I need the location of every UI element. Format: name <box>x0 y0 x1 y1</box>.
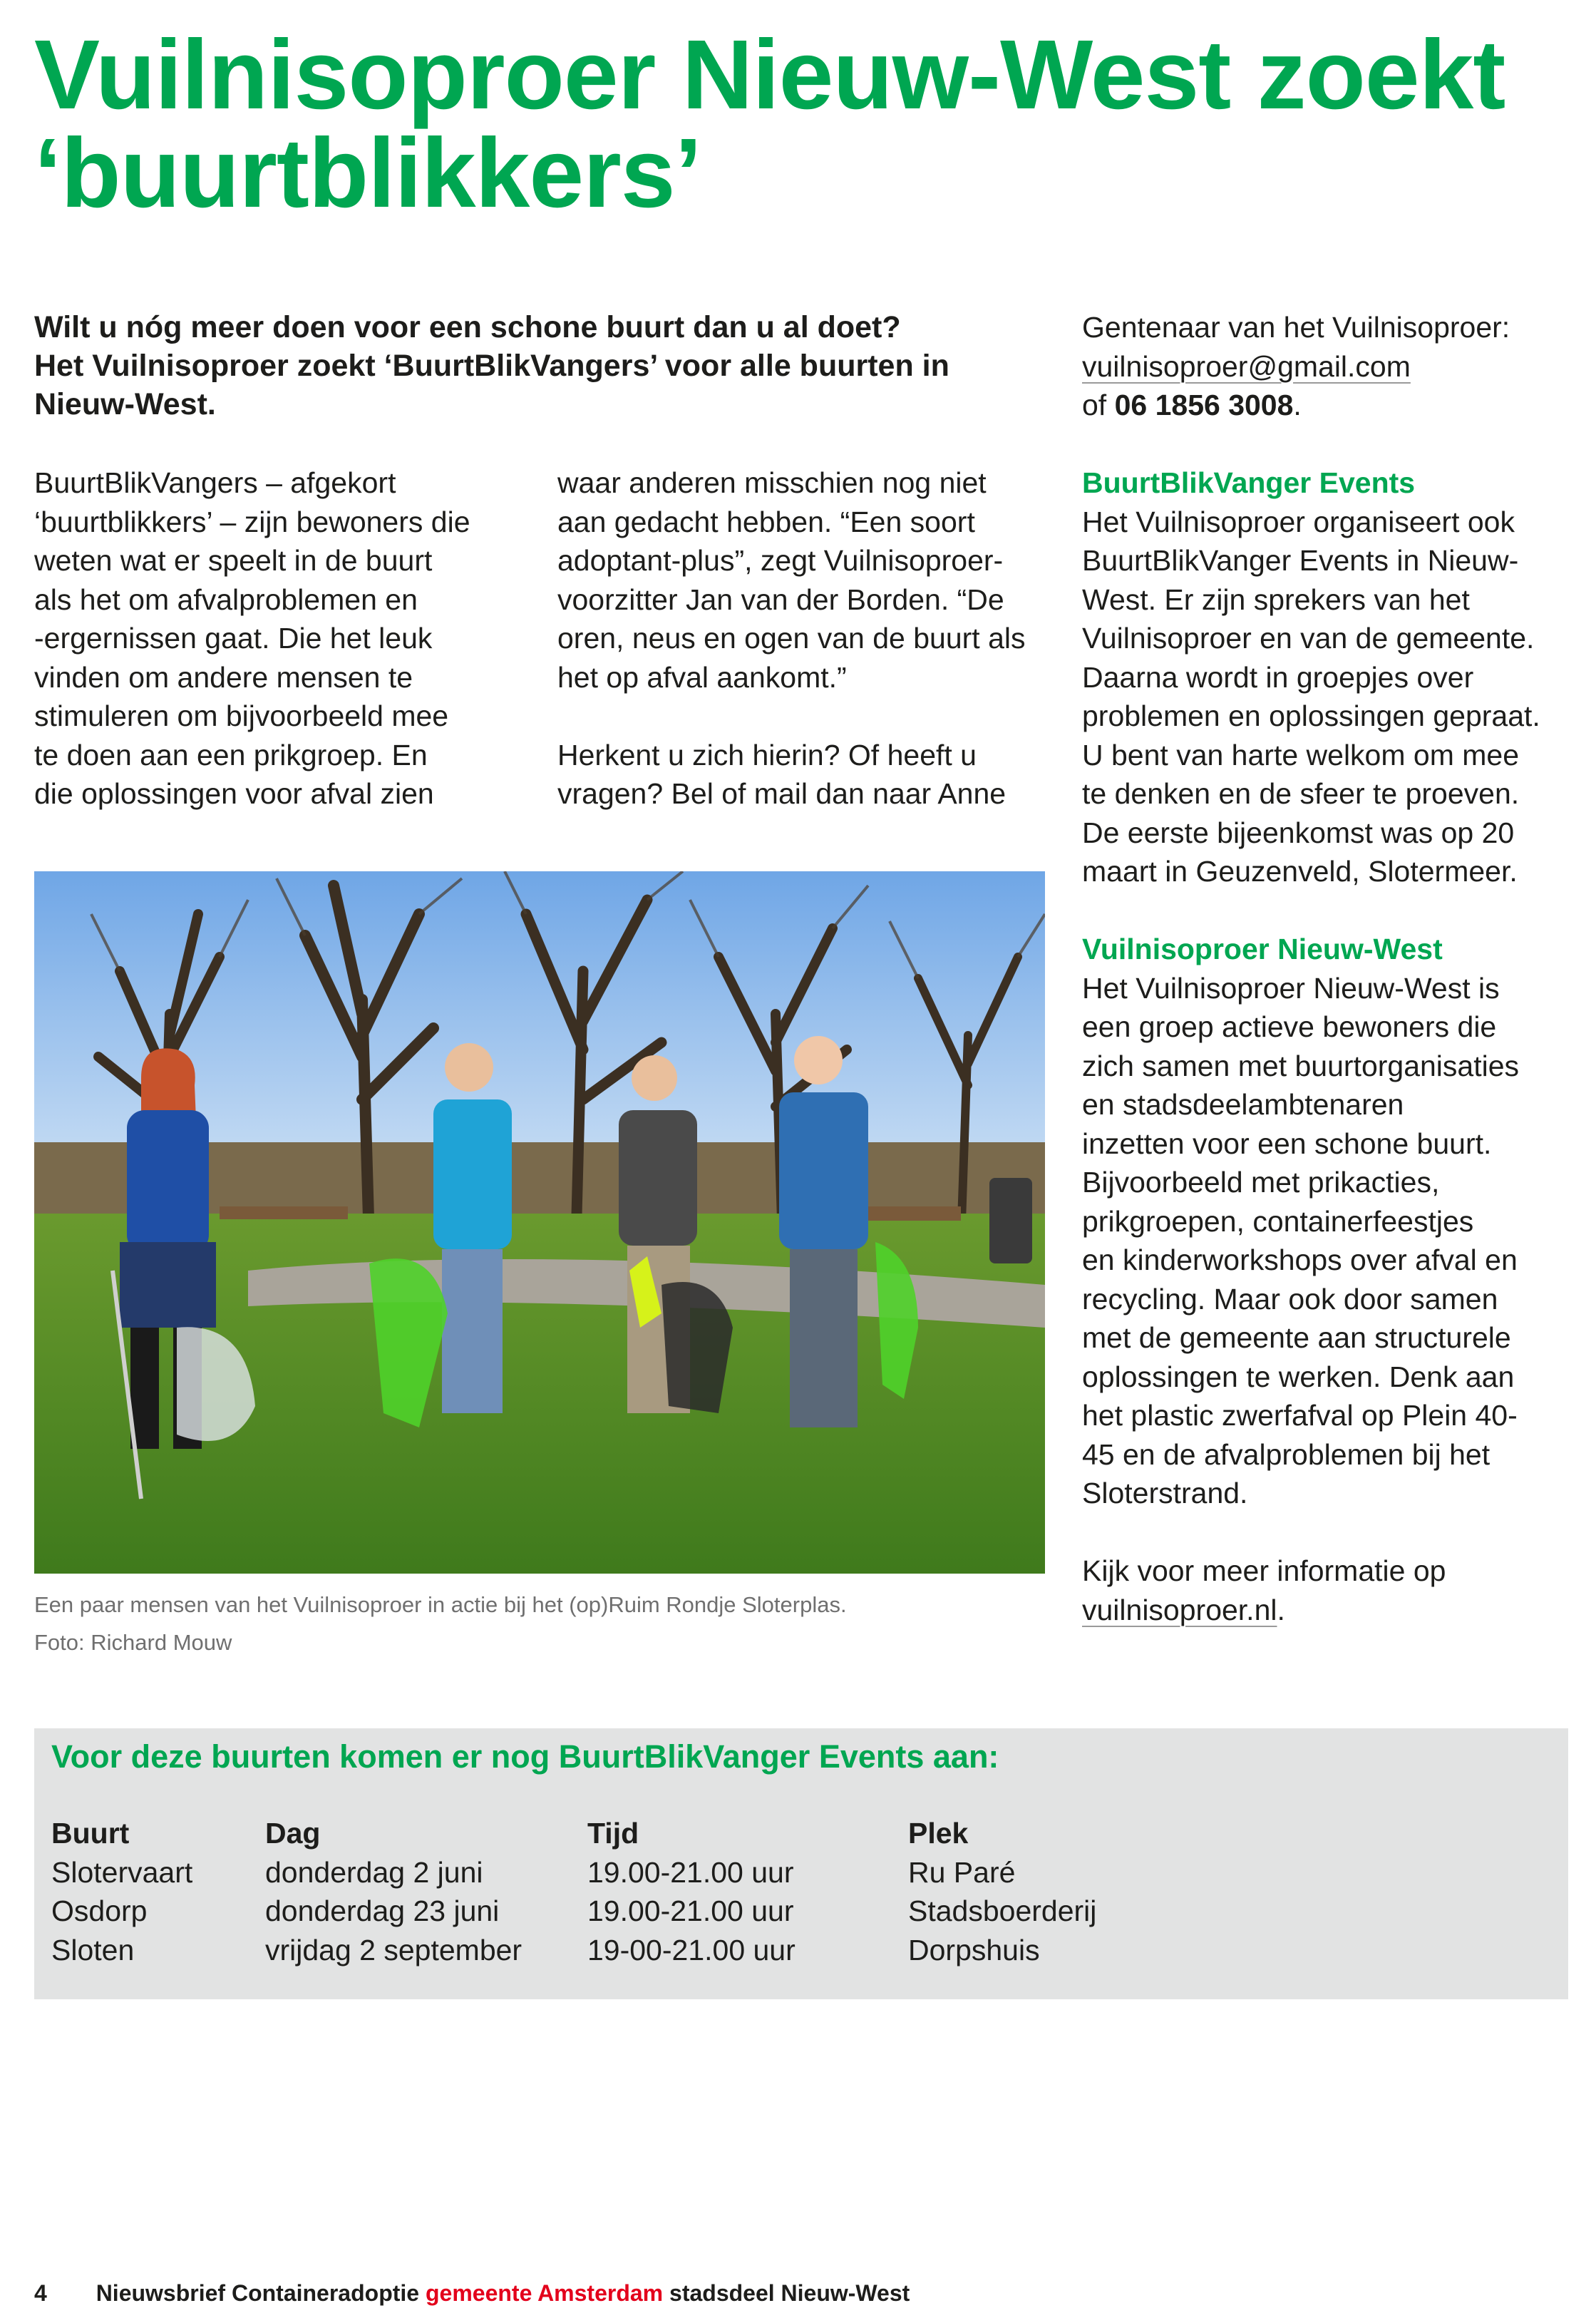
text-line: een groep actieve bewoners die <box>1082 1010 1497 1043</box>
photo-illustration <box>34 871 1045 1574</box>
footer-district: stadsdeel Nieuw-West <box>669 2280 910 2306</box>
text-line: waar anderen misschien nog niet <box>557 466 987 499</box>
article-column-3 <box>1082 308 1574 1629</box>
website-link[interactable]: vuilnisoproer.nl <box>1082 1593 1277 1626</box>
photo-caption <box>34 1586 1046 1661</box>
more-info-line: Kijk voor meer informatie op <box>1082 1554 1446 1587</box>
text-line: vinden om andere mensen te <box>34 660 413 694</box>
table-column-dag <box>265 1814 522 1969</box>
page-footer <box>34 2280 910 2307</box>
text-line: inzetten voor een schone buurt. <box>1082 1127 1492 1160</box>
events-box <box>34 1728 1568 1999</box>
phone-prefix: of <box>1082 389 1115 421</box>
contact-line: Gentenaar van het Vuilnisoproer: <box>1082 311 1510 344</box>
text-line: Daarna wordt in groepjes over <box>1082 660 1474 694</box>
table-cell: donderdag 23 juni <box>265 1894 500 1927</box>
text-line: BuurtBlikVanger Events in Nieuw- <box>1082 544 1519 577</box>
email-link[interactable]: vuilnisoproer@gmail.com <box>1082 349 1411 383</box>
text-line: problemen en oplossingen gepraat. <box>1082 699 1540 732</box>
group-heading: Vuilnisoproer Nieuw-West <box>1082 933 1443 965</box>
text-line: en stadsdeelambtenaren <box>1082 1088 1404 1121</box>
text-line: weten wat er speelt in de buurt <box>34 544 433 577</box>
text-line: zich samen met buurtorganisaties <box>1082 1049 1520 1082</box>
table-header: Plek <box>908 1817 969 1850</box>
page-number: 4 <box>34 2280 47 2306</box>
text-line: stimuleren om bijvoorbeeld mee <box>34 699 449 732</box>
text-line: adoptant-plus”, zegt Vuilnisoproer- <box>557 544 1004 577</box>
text-line: West. Er zijn sprekers van het <box>1082 583 1470 616</box>
text-line: voorzitter Jan van der Borden. “De <box>557 583 1004 616</box>
table-column-tijd <box>587 1814 796 1969</box>
text-line: Herkent u zich hierin? Of heeft u <box>557 738 977 771</box>
text-line: prikgroepen, containerfeestjes <box>1082 1204 1474 1238</box>
text-line: recycling. Maar ook door samen <box>1082 1282 1498 1316</box>
text-line: oplossingen te werken. Denk aan <box>1082 1360 1515 1393</box>
table-cell: donderdag 2 juni <box>265 1855 483 1889</box>
events-box-title: Voor deze buurten komen er nog BuurtBlikVanger Events aan: <box>51 1738 999 1775</box>
intro-line: Wilt u nóg meer doen voor een schone buurt dan u al doet? <box>34 310 901 344</box>
phone-suffix: . <box>1293 389 1302 421</box>
text-line: die oplossingen voor afval zien <box>34 777 434 810</box>
paragraph-gap <box>1082 425 1574 464</box>
text-line: als het om afvalproblemen en <box>34 583 418 616</box>
footer-text: Nieuwsbrief Containeradoptie <box>96 2280 420 2306</box>
text-line: vragen? Bel of mail dan naar Anne <box>557 777 1006 810</box>
photo-credit: Foto: Richard Mouw <box>34 1630 232 1655</box>
text-line: 45 en de afvalproblemen bij het <box>1082 1437 1491 1471</box>
text-line: -ergernissen gaat. Die het leuk <box>34 622 433 655</box>
page-title-line: Vuilnisoproer Nieuw-West zoekt <box>34 20 1505 130</box>
table-cell: Stadsboerderij <box>908 1894 1097 1927</box>
page-title <box>34 20 1567 228</box>
text-line: te denken en de sfeer te proeven. <box>1082 777 1520 810</box>
table-cell: Osdorp <box>51 1894 148 1927</box>
text-line: te doen aan een prikgroep. En <box>34 738 428 771</box>
text-line: U bent van harte welkom om mee <box>1082 738 1519 771</box>
table-cell: Slotervaart <box>51 1855 193 1889</box>
table-cell: vrijdag 2 september <box>265 1933 522 1966</box>
phone-number: 06 1856 3008 <box>1114 389 1294 421</box>
text-line: het op afval aankomt.” <box>557 660 847 694</box>
page-title-line: ‘buurtblikkers’ <box>34 118 701 228</box>
table-column-buurt <box>51 1814 192 1969</box>
footer-municipality: gemeente Amsterdam <box>425 2280 664 2306</box>
paragraph-gap <box>1082 1513 1574 1552</box>
text-line: maart in Geuzenveld, Slotermeer. <box>1082 855 1518 888</box>
caption-text: Een paar mensen van het Vuilnisoproer in actie bij het (op)Ruim Rondje Sloterplas. <box>34 1592 847 1617</box>
text-line: Het Vuilnisoproer organiseert ook <box>1082 505 1515 538</box>
table-cell: Ru Paré <box>908 1855 1016 1889</box>
text-line: Het Vuilnisoproer Nieuw-West is <box>1082 971 1500 1005</box>
text-line: BuurtBlikVangers – afgekort <box>34 466 396 499</box>
table-cell: Dorpshuis <box>908 1933 1040 1966</box>
intro-paragraph <box>34 308 1046 424</box>
table-cell: Sloten <box>51 1933 135 1966</box>
phone-line <box>1082 386 1574 425</box>
text-line: Bijvoorbeeld met prikacties, <box>1082 1166 1440 1199</box>
text-line: Sloterstrand. <box>1082 1477 1248 1509</box>
article-column-1 <box>34 463 526 814</box>
text-line: ‘buurtblikkers’ – zijn bewoners die <box>34 505 470 538</box>
text-line: De eerste bijeenkomst was op 20 <box>1082 816 1515 849</box>
text-line: het plastic zwerfafval op Plein 40- <box>1082 1399 1518 1432</box>
table-column-plek <box>908 1814 1096 1969</box>
table-header: Buurt <box>51 1817 130 1850</box>
text-line: met de gemeente aan structurele <box>1082 1321 1511 1354</box>
paragraph-gap <box>557 697 1056 736</box>
paragraph-gap <box>1082 891 1574 930</box>
intro-line: Het Vuilnisoproer zoekt ‘BuurtBlikVangers’ voor alle buurten in <box>34 349 949 383</box>
table-header: Tijd <box>587 1817 639 1850</box>
text-line: en kinderworkshops over afval en <box>1082 1243 1518 1276</box>
text-line: Vuilnisoproer en van de gemeente. <box>1082 622 1535 655</box>
events-heading: BuurtBlikVanger Events <box>1082 466 1416 499</box>
table-cell: 19-00-21.00 uur <box>587 1933 796 1966</box>
text-line: aan gedacht hebben. “Een soort <box>557 505 975 538</box>
table-cell: 19.00-21.00 uur <box>587 1894 794 1927</box>
table-header: Dag <box>265 1817 321 1850</box>
article-column-2 <box>557 463 1056 814</box>
article-photo <box>34 871 1045 1574</box>
text-line: oren, neus en ogen van de buurt als <box>557 622 1026 655</box>
table-cell: 19.00-21.00 uur <box>587 1855 794 1889</box>
intro-line: Nieuw-West. <box>34 387 216 421</box>
website-suffix: . <box>1277 1593 1285 1626</box>
